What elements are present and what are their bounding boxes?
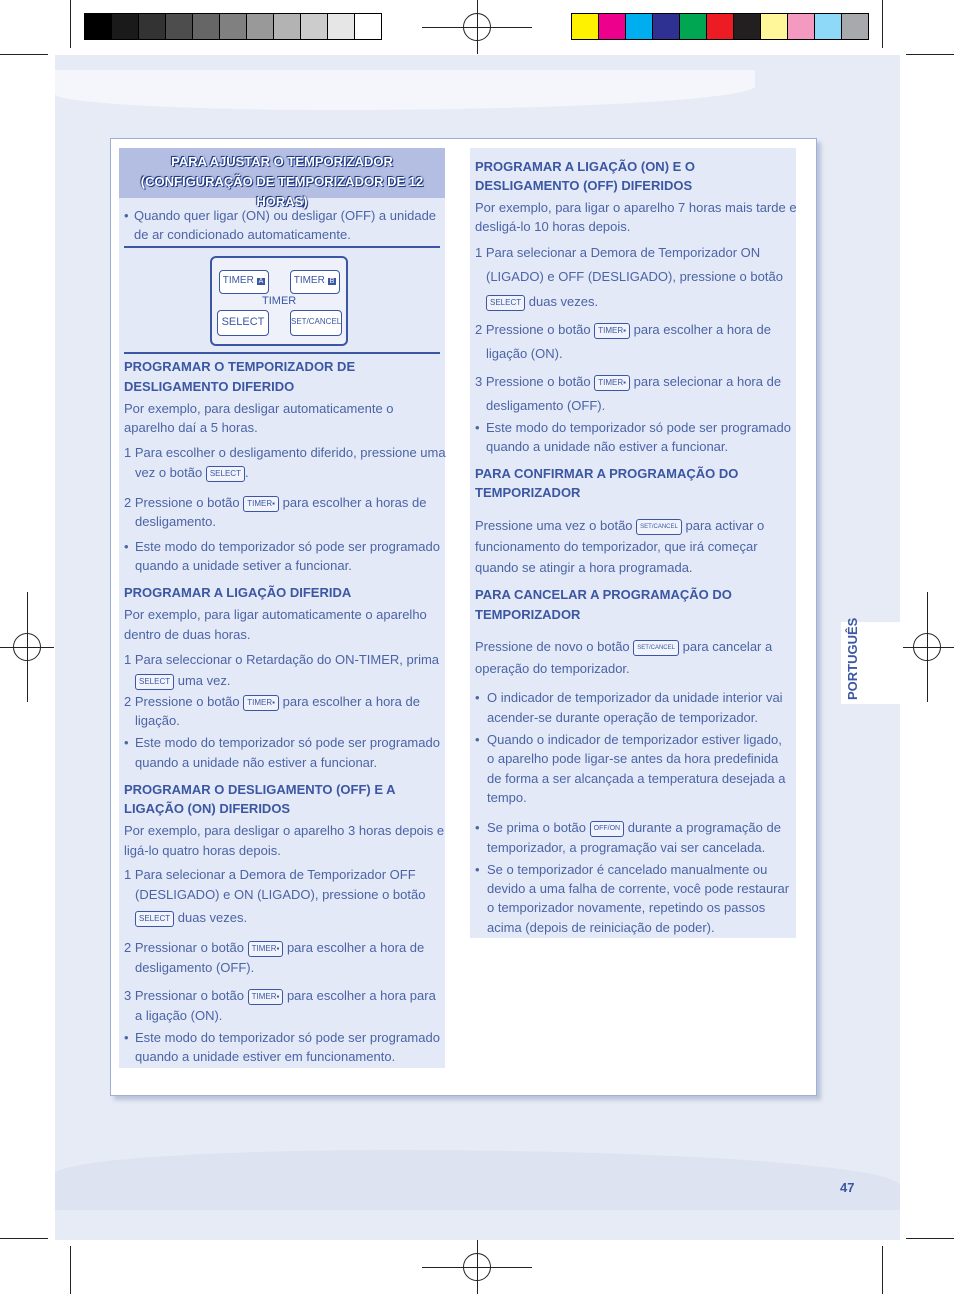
badge-a: A bbox=[258, 278, 264, 285]
text: 2 Pressione o botão bbox=[124, 495, 240, 510]
swatch bbox=[192, 13, 220, 40]
swatch bbox=[679, 13, 707, 40]
section-title: PROGRAMAR O TEMPORIZADOR DE bbox=[124, 359, 356, 374]
swatch bbox=[760, 13, 788, 40]
text: para escolher a hora de bbox=[286, 940, 425, 955]
set-cancel-button-icon: SET/CANCEL bbox=[636, 519, 682, 535]
section-header bbox=[119, 148, 445, 209]
note-text: quando a unidade estiver em funcionamento. bbox=[135, 1049, 396, 1064]
step-text: 1 Para escolher o desligamento diferido, pressione uma bbox=[124, 445, 446, 460]
text: Pressione de novo o botão bbox=[475, 639, 630, 654]
swatch bbox=[354, 13, 382, 40]
header-line: (CONFIGURAÇÃO DE TEMPORIZADOR DE 12 HORAS) bbox=[140, 174, 424, 209]
bullet: • bbox=[475, 820, 480, 835]
example-text: dentro de duas horas. bbox=[124, 627, 251, 642]
text: TIMER bbox=[247, 498, 273, 508]
step-text bbox=[486, 292, 598, 312]
body-text: operação do temporizador. bbox=[475, 661, 630, 676]
crop-mark bbox=[0, 647, 54, 648]
step-text: ligação (ON). bbox=[486, 346, 563, 361]
swatch bbox=[327, 13, 355, 40]
text: para escolher a hora de bbox=[282, 694, 420, 709]
swatch bbox=[787, 13, 815, 40]
note-text: acender-se durante operação de temporizador. bbox=[487, 710, 759, 725]
text: para escolher a hora de bbox=[633, 322, 771, 337]
swatch bbox=[246, 13, 274, 40]
select-button[interactable]: SELECT bbox=[217, 310, 269, 336]
text: para activar o bbox=[685, 518, 765, 533]
text: 2 Pressionar o botão bbox=[124, 940, 244, 955]
step-text: 1 Para seleccionar o Retardação do ON-TIMER, prima bbox=[124, 652, 440, 667]
note-text: quando a unidade não estiver a funcionar. bbox=[486, 439, 729, 454]
timer-a-button-icon: TIMER▪ bbox=[243, 695, 279, 711]
note-text: Este modo do temporizador só pode ser programado bbox=[486, 420, 791, 435]
note-text: tempo. bbox=[487, 790, 527, 805]
example-text: Por exemplo, para ligar o aparelho 7 horas mais tarde e bbox=[475, 200, 797, 215]
note-text: de forma a ser alcançada a temperatura desejada a bbox=[487, 771, 786, 786]
step-text: (DESLIGADO) e ON (LIGADO), pressione o botão bbox=[135, 887, 426, 902]
intro-text: Quando quer ligar (ON) ou desligar (OFF) a unidade bbox=[134, 208, 437, 223]
text: 3 Pressionar o botão bbox=[124, 988, 244, 1003]
step-text bbox=[475, 372, 781, 392]
step-text: a ligação (ON). bbox=[135, 1008, 223, 1023]
step-text: 1 Para selecionar a Demora de Temporizador ON bbox=[475, 245, 761, 260]
step-text: desligamento. bbox=[135, 514, 216, 529]
note-text bbox=[487, 818, 781, 838]
note-text: o aparelho pode ligar-se antes da hora predefinida bbox=[487, 751, 779, 766]
note-text: Este modo do temporizador só pode ser programado bbox=[135, 539, 440, 554]
section-title: DESLIGAMENTO DIFERIDO bbox=[124, 379, 295, 394]
note-text: o temporizador novamente, repetindo os passos bbox=[487, 900, 766, 915]
step-text: desligamento (OFF). bbox=[135, 960, 255, 975]
remote-control-illustration bbox=[210, 256, 348, 346]
crop-mark bbox=[422, 27, 532, 28]
text: para cancelar a bbox=[682, 639, 773, 654]
crop-mark bbox=[70, 1246, 71, 1294]
bullet: • bbox=[124, 208, 129, 223]
body-text bbox=[475, 637, 772, 657]
step-text bbox=[475, 320, 771, 340]
crop-mark bbox=[882, 1246, 883, 1294]
set-cancel-button[interactable]: SET/CANCEL bbox=[290, 310, 342, 336]
step-text: 1 Para selecionar a Demora de Temporizador OFF bbox=[124, 867, 416, 882]
select-button-icon: SELECT bbox=[135, 911, 174, 927]
step-text bbox=[124, 986, 436, 1006]
note-text: Se o temporizador é cancelado manualmente ou bbox=[487, 862, 768, 877]
note-text: Este modo do temporizador só pode ser programado bbox=[135, 735, 440, 750]
step-text: ligação. bbox=[135, 713, 180, 728]
set-cancel-button-icon: SET/CANCEL bbox=[633, 640, 679, 656]
note-text: quando a unidade não estiver a funcionar. bbox=[135, 755, 378, 770]
button-label: TIMER bbox=[222, 275, 254, 286]
select-button-icon: SELECT bbox=[486, 295, 525, 311]
text: uma vez. bbox=[177, 673, 231, 688]
swatch bbox=[273, 13, 301, 40]
text: duas vezes. bbox=[528, 294, 599, 309]
text: TIMER bbox=[251, 943, 277, 953]
swatch bbox=[165, 13, 193, 40]
text: 3 Pressione o botão bbox=[475, 374, 591, 389]
select-button-icon: SELECT bbox=[206, 466, 245, 482]
bullet: • bbox=[124, 735, 129, 750]
step-text bbox=[135, 463, 249, 483]
swatch bbox=[814, 13, 842, 40]
timer-a-button-icon: TIMER▪ bbox=[248, 941, 284, 957]
crop-mark bbox=[422, 1267, 532, 1268]
timer-a-button-icon: TIMER▪ bbox=[594, 323, 630, 339]
timer-a-button[interactable] bbox=[219, 270, 269, 294]
timer-a-button-icon: TIMER▪ bbox=[243, 496, 279, 512]
step-text bbox=[135, 908, 247, 928]
text: para escolher a hora para bbox=[286, 988, 436, 1003]
text: durante a programação de bbox=[627, 820, 781, 835]
step-text: (LIGADO) e OFF (DESLIGADO), pressione o botão bbox=[486, 269, 783, 284]
swatch bbox=[598, 13, 626, 40]
example-text: Por exemplo, para desligar automaticamente o bbox=[124, 401, 394, 416]
example-text: desligá-lo 10 horas depois. bbox=[475, 219, 631, 234]
body-text: quando se atingir a hora programada. bbox=[475, 560, 693, 575]
section-title: DESLIGAMENTO (OFF) DIFERIDOS bbox=[475, 178, 693, 193]
text: TIMER bbox=[598, 325, 624, 335]
note-text: O indicador de temporizador da unidade interior vai bbox=[487, 690, 783, 705]
swatch bbox=[625, 13, 653, 40]
example-text: Por exemplo, para ligar automaticamente o aparelho bbox=[124, 607, 427, 622]
text: 2 Pressione o botão bbox=[475, 322, 591, 337]
crop-mark bbox=[900, 647, 954, 648]
body-text: funcionamento do temporizador, que irá começar bbox=[475, 539, 758, 554]
section-title: TEMPORIZADOR bbox=[475, 485, 581, 500]
crop-mark bbox=[0, 1238, 48, 1239]
timer-b-button-icon: TIMER▪ bbox=[594, 375, 630, 391]
section-title: PROGRAMAR A LIGAÇÃO (ON) E O bbox=[475, 159, 696, 174]
text: Pressione uma vez o botão bbox=[475, 518, 633, 533]
example-text: Por exemplo, para desligar o aparelho 3 horas depois e bbox=[124, 823, 445, 838]
note-text: quando a unidade setiver a funcionar. bbox=[135, 558, 352, 573]
swatch bbox=[111, 13, 139, 40]
bullet: • bbox=[475, 420, 480, 435]
example-text: aparelho daí a 5 horas. bbox=[124, 420, 258, 435]
section-title: LIGAÇÃO (ON) DIFERIDOS bbox=[124, 801, 291, 816]
section-title: PROGRAMAR O DESLIGAMENTO (OFF) E A bbox=[124, 782, 396, 797]
crop-mark bbox=[882, 0, 883, 48]
select-button-icon: SELECT bbox=[135, 674, 174, 690]
swatch bbox=[841, 13, 869, 40]
swatch bbox=[706, 13, 734, 40]
swatch bbox=[652, 13, 680, 40]
crop-mark bbox=[906, 1238, 954, 1239]
language-tab-label: PORTUGUÊS bbox=[845, 617, 860, 700]
section-title: PARA CANCELAR A PROGRAMAÇÃO DO bbox=[475, 587, 732, 602]
crop-mark bbox=[0, 54, 48, 55]
divider bbox=[124, 246, 440, 248]
note-text: devido a uma falha de corrente, você pode restaurar bbox=[487, 881, 790, 896]
timer-b-button[interactable] bbox=[290, 270, 340, 294]
step-text bbox=[135, 671, 231, 691]
intro-text: de ar condicionado automaticamente. bbox=[134, 227, 351, 242]
note-text: Este modo do temporizador só pode ser programado bbox=[135, 1030, 440, 1045]
swatch bbox=[733, 13, 761, 40]
note-text: temporizador, a programação vai ser cancelada. bbox=[487, 840, 766, 855]
swatch bbox=[571, 13, 599, 40]
header-line: PARA AJUSTAR O TEMPORIZADOR bbox=[171, 154, 393, 169]
note-text: Quando o indicador de temporizador estiver ligado, bbox=[487, 732, 782, 747]
text: Se prima o botão bbox=[487, 820, 587, 835]
bullet: • bbox=[475, 690, 480, 705]
step-text: desligamento (OFF). bbox=[486, 398, 606, 413]
button-label: TIMER bbox=[293, 275, 325, 286]
section-title: PROGRAMAR A LIGAÇÃO DIFERIDA bbox=[124, 585, 352, 600]
text: TIMER bbox=[251, 991, 277, 1001]
text: vez o botão bbox=[135, 465, 203, 480]
off-on-button-icon: OFF/ON bbox=[590, 821, 624, 837]
step-text bbox=[124, 938, 424, 958]
body-text bbox=[475, 516, 764, 536]
swatch bbox=[300, 13, 328, 40]
swatch bbox=[138, 13, 166, 40]
text: . bbox=[244, 465, 249, 480]
bullet: • bbox=[124, 539, 129, 554]
text: TIMER bbox=[598, 377, 624, 387]
note-text: acima (depois de reiniciação de poder). bbox=[487, 920, 715, 935]
crop-mark bbox=[906, 54, 954, 55]
swatch bbox=[219, 13, 247, 40]
text: para escolher a horas de bbox=[282, 495, 427, 510]
step-text bbox=[124, 692, 420, 712]
crop-mark bbox=[70, 0, 71, 48]
text: 2 Pressione o botão bbox=[124, 694, 240, 709]
text: TIMER bbox=[247, 697, 273, 707]
timer-label: TIMER bbox=[262, 295, 297, 307]
bullet: • bbox=[124, 1030, 129, 1045]
timer-b-button-icon: TIMER▪ bbox=[248, 989, 284, 1005]
section-title: PARA CONFIRMAR A PROGRAMAÇÃO DO bbox=[475, 466, 739, 481]
section-title: TEMPORIZADOR bbox=[475, 607, 581, 622]
page-number: 47 bbox=[840, 1180, 855, 1195]
text: duas vezes. bbox=[177, 910, 248, 925]
text: para selecionar a hora de bbox=[633, 374, 782, 389]
divider bbox=[124, 352, 440, 354]
bullet: • bbox=[475, 732, 480, 747]
example-text: ligá-lo quatro horas depois. bbox=[124, 843, 281, 858]
badge-b: B bbox=[329, 278, 335, 285]
bullet: • bbox=[475, 862, 480, 877]
swatch bbox=[84, 13, 112, 40]
step-text bbox=[124, 493, 426, 513]
